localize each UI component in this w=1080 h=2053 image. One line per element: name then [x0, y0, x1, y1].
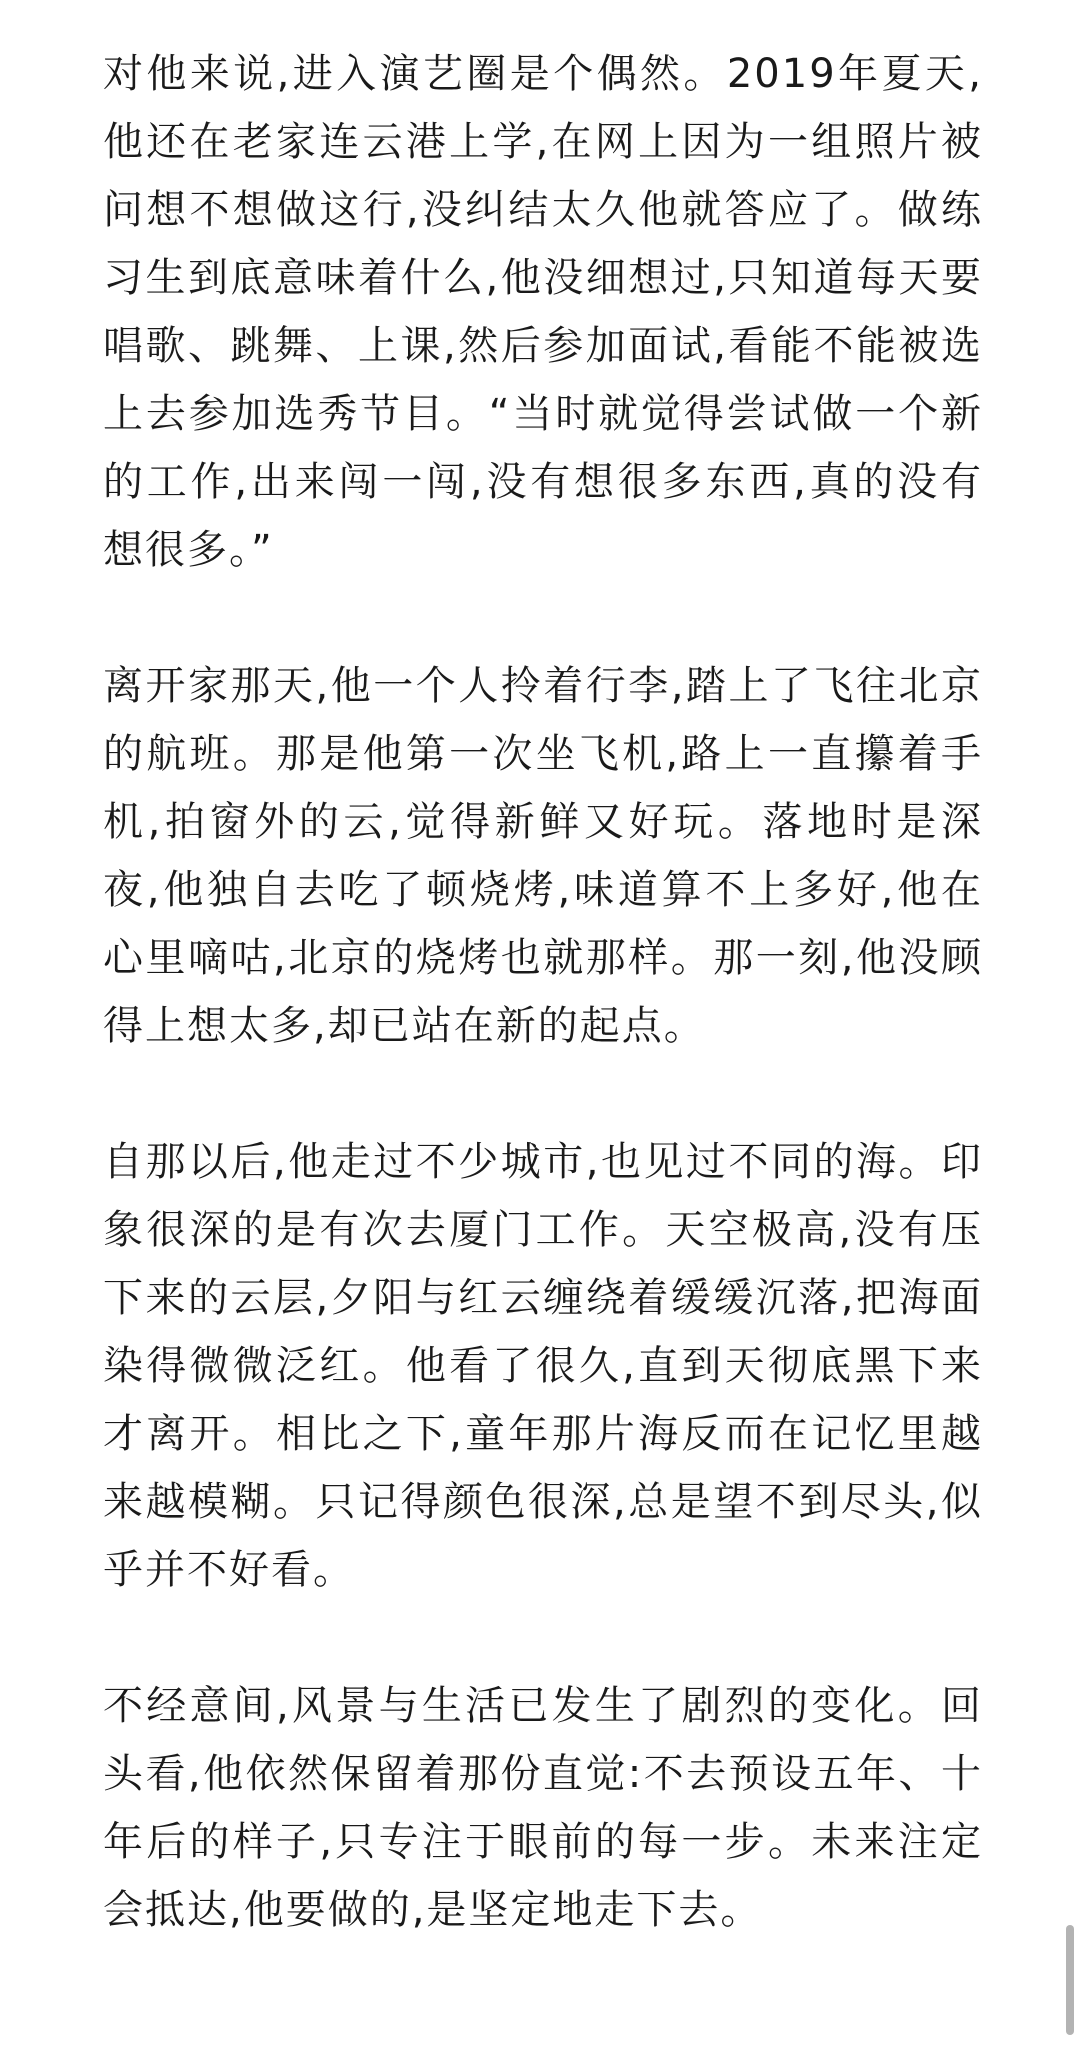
- paragraph-3: 自那以后,他走过不少城市,也见过不同的海。印象很深的是有次去厦门工作。天空极高,没有压下来的云层,夕阳与红云缠绕着缓缓沉落,把海面染得微微泛红。他看了很久,直到天彻底黑下来才离开。相比之下,童年那片海反而在记忆里越来越模糊。只记得颜色很深,总是望不到尽头,似乎并不好看。: [103, 1139, 983, 1593]
- paragraph-2: 离开家那天,他一个人拎着行李,踏上了飞往北京的航班。那是他第一次坐飞机,路上一直攥着手机,拍窗外的云,觉得新鲜又好玩。落地时是深夜,他独自去吃了顿烧烤,味道算不上多好,他在心里嘀咕,北京的烧烤也就那样。那一刻,他没顾得上想太多,却已站在新的起点。: [103, 663, 983, 1049]
- article-body: [103, 40, 983, 2012]
- paragraph-1: 对他来说,进入演艺圈是个偶然。2019年夏天,他还在老家连云港上学,在网上因为一组照片被问想不想做这行,没纠结太久他就答应了。做练习生到底意味着什么,他没细想过,只知道每天要唱歌、跳舞、上课,然后参加面试,看能不能被选上去参加选秀节目。“当时就觉得尝试做一个新的工作,出来闯一闯,没有想很多东西,真的没有想很多。”: [103, 51, 983, 573]
- scrollbar-thumb[interactable]: [1066, 1925, 1074, 2035]
- paragraph-4: 不经意间,风景与生活已发生了剧烈的变化。回头看,他依然保留着那份直觉:不去预设五年、十年后的样子,只专注于眼前的每一步。未来注定会抵达,他要做的,是坚定地走下去。: [103, 1683, 983, 1933]
